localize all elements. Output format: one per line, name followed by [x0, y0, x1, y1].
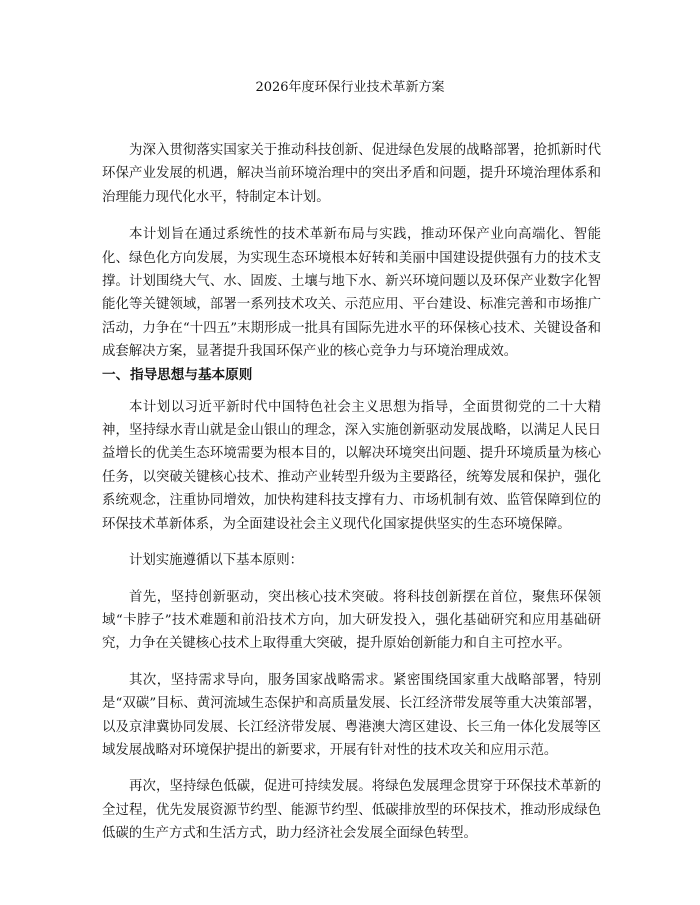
section-paragraph: 本计划以习近平新时代中国特色社会主义思想为指导，全面贯彻党的二十大精神，坚持绿水青山就是金山银山的理念，深入实施创新驱动发展战略，以满足人民日益增长的优美生态环境需要为根本目的，以解决环境突出问题、提升环境质量为核心任务，以突破关键核心技术、推动产业转型升级为主要路径，统筹发展和保护，强化系统观念，注重协同增效，加快构建科技支撑有力、市场机制有效、监管保障到位的环保技术革新体系，为全面建设社会主义现代化国家提供坚实的生态环境保障。 [102, 399, 601, 532]
section-number: 一、 [102, 366, 130, 383]
section-heading [102, 364, 601, 386]
section-paragraph: 计划实施遵循以下基本原则： [129, 553, 304, 569]
principle-paragraph: 再次，坚持绿色低碳，促进可持续发展。将绿色发展理念贯穿于环保技术革新的全过程，优先发展资源节约型、能源节约型、低碳排放型的环保技术，推动形成绿色低碳的生产方式和生活方式，助力经济社会发展全面绿色转型。 [102, 779, 601, 842]
principle-paragraph: 其次，坚持需求导向，服务国家战略需求。紧密围绕国家重大战略部署，特别是“双碳”目标、黄河流域生态保护和高质量发展、长江经济带发展等重大决策部署，以及京津冀协同发展、长江经济带发展、粤港澳大湾区建设、长三角一体化发展等区域发展战略对环境保护提出的新要求，开展有针对性的技术攻关和应用示范。 [102, 672, 601, 758]
document-title: 2026年度环保行业技术革新方案 [255, 80, 445, 95]
principle-paragraph: 首先，坚持创新驱动，突出核心技术突破。将科技创新摆在首位，聚焦环保领域“卡脖子”技术难题和前沿技术方向，加大研发投入，强化基础研究和应用基础研究，力争在关键核心技术上取得重大突破，提升原始创新能力和自主可控水平。 [102, 589, 601, 652]
document-body [102, 139, 601, 846]
intro-paragraph: 本计划旨在通过系统性的技术革新布局与实践，推动环保产业向高端化、智能化、绿色化方向发展，为实现生态环境根本好转和美丽中国建设提供强有力的技术支撑。计划围绕大气、水、固废、土壤与地下水、新兴环境问题以及环保产业数字化智能化等关键领域，部署一系列技术攻关、示范应用、平台建设、标准完善和市场推广活动，力争在“十四五”末期形成一批具有国际先进水平的环保核心技术、关键设备和成套解决方案，显著提升我国环保产业的核心竞争力与环境治理成效。 [102, 227, 601, 360]
intro-paragraph: 为深入贯彻落实国家关于推动科技创新、促进绿色发展的战略部署，抢抓新时代环保产业发展的机遇，解决当前环境治理中的突出矛盾和问题，提升环境治理体系和治理能力现代化水平，特制定本计划。 [102, 143, 601, 205]
section-heading-text: 指导思想与基本原则 [130, 366, 253, 383]
